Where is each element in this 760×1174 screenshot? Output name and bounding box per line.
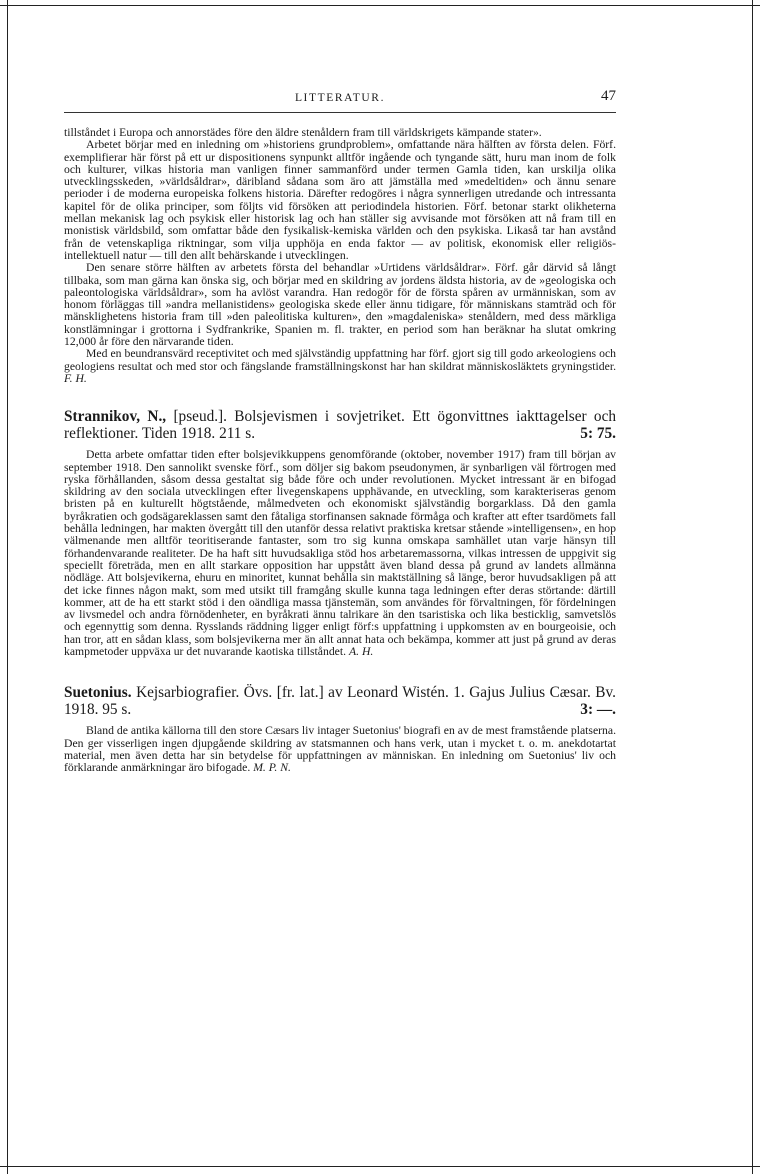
intro-paragraph-4 [64, 348, 616, 385]
intro-paragraph-2: Arbetet börjar med en inledning om »historiens grundproblem», omfattande nära hälften av första delen. Förf. exemplifierar här först på ett ur dispositionens synpunkt alltför ingående och tyngande sätt, huru man inom de folk och kulturer, vilkas historia man vanligen finner sammanförd under termen Gamla tiden, kan urskilja olika utvecklingsskeden, »världsåldrar», däribland sådana som äro att jämställa med »medeltiden» och ännu senare perioder i de moderna europeiska folkens historia. Därefter redogöres i några synnerligen utredande och intressanta kapitel för de olika principer, som följts vid försöken att periodindela historien. Förf. betonar starkt olikheterna mellan mekanisk lag och psykisk eller historisk lag och han ställer sig avvisande mot försöken att nå fram till en monistisk världsbild, som omfattar både den fysikalisk-kemiska världen och den psykiska. Likaså tar han avstånd från de vetenskapliga riktningar, som vilja upphöja en enda faktor — av politisk, ekonomisk eller religiös-intellektuell natur — till den allt behärskande i utvecklingen. [64, 138, 616, 262]
intro-signature: F. H. [64, 371, 87, 385]
review-heading [64, 684, 616, 718]
review-title: Kejsarbiografier. Övs. [fr. lat.] av Leonard Wistén. 1. Gajus Julius Cæsar. Bv. 1918. 95 s. [64, 684, 616, 719]
scan-edge-top [0, 5, 760, 6]
review-signature: M. P. N. [253, 761, 291, 775]
scan-edge-bottom [0, 1166, 760, 1167]
page-number: 47 [601, 88, 616, 104]
intro-paragraph-3: Den senare större hälften av arbetets första del behandlar »Urtidens världsåldrar». Förf. går därvid så långt tillbaka, som man gärna kan önska sig, och börjar med en skildring av jordens äldsta historia, av de »geologiska och paleontologiska världsåldrar», som ha avlöst varandra. Han redogör för de första spåren av urmänniskan, som av honom förläggas till »andra mellanistidens» geologiska skede eller ännu tidigare, för människans stamträd och för mänsklighetens historia fram till »den paleolitiska kulturen», den »magdaleniska» stenåldern, med dess märkliga konstlämningar i grottorna i Sydfrankrike, Spanien m. fl. trakter, en period som han beräknar ha slutat omkring 12,000 år före den närvarande tiden. [64, 261, 616, 349]
scan-edge-right [752, 0, 753, 1174]
review-suetonius [64, 684, 616, 774]
review-heading [64, 408, 616, 442]
review-author: Suetonius. [64, 684, 132, 702]
review-strannikov [64, 408, 616, 658]
review-price: 3: —. [580, 701, 616, 719]
page-content [64, 86, 616, 774]
review-signature: A. H. [348, 644, 374, 658]
intro-paragraph-4-text: Med en beundransvärd receptivitet och med självständig uppfattning har förf. gjort sig till godo arkeologiens och geologiens resultat och med stor och fängslande framställningskonst har han skildrat människosläktets gryningstider. [64, 347, 616, 373]
scan-edge-left [7, 0, 8, 1174]
review-price: 5: 75. [580, 425, 616, 443]
review-title: [pseud.]. Bolsjevismen i sovjetriket. Ett ögonvittnes iakttagelser och reflektioner. Tiden 1918. 211 s. [64, 408, 617, 443]
review-body-text: Detta arbete omfattar tiden efter bolsjevikkuppens genomförande (oktober, november 1917) fram till början av september 1918. Den sannolikt svenske förf., som döljer sig bakom pseudonymen, är synbarligen väl förtrogen med ryska förhållanden, såsom dessa gestaltat sig både före och under revolutionen. Mycket intressant är en bifogad skildring av den sociala utvecklingen efter livegenskapens upphävande, en utveckling, som karakteriseras genom bristen på en kulturellt högtstående, målmedveten och ekonomiskt självständig borgarklass. Då den gamla byråkratien och godsägareklassen samt den fåtaliga storfinansen saknade förmåga och krafter att efter tsardömets fall behålla ledningen, har makten övergått till den utanför dessa relativt praktiska kretsar stående »intelligensen», en hop välmenande men alltför teoritiserande fantaster, som tro sig kunna omskapa samhället utan varje hänsyn till förhandenvarande realiteter. De ha haft sitt huvudsakliga stöd hos arbetaremassorna, vilkas intressen de uppgivit sig speciellt företräda, men en allt starkare opposition har uppstått även bland dessa på grund av landets allmänna nödläge. Att bolsjevikerna, ehuru en minoritet, kunnat behålla sin maktställning så länge, beror huvudsakligen på att det icke finnes någon makt, som med utsikt till framgång skulle kunna taga ledningen efter deras störtande: därtill kommer, att de ha ett starkt stöd i den oändliga massa tjänstemän, som användes för förvaltningen, för fördelningen av livsmedel och andra förnödenheter, en byråkrati ännu talrikare än den tsaristiska och lika besticklig, samvetslös och egennyttig som denna. Rysslands räddning ligger enligt förf:s uppfattning i uppkomsten av en bourgeoisie, och han tror, att en sådan klass, som bolsjevikerna mer än allt annat hata och bekämpa, kommer att just på grund av deras kampmetoder uppväxa ur det nuvarande kaotiska tillståndet. [64, 448, 616, 658]
running-title: LITTERATUR. [294, 92, 386, 104]
review-body [64, 725, 616, 774]
review-author: Strannikov, N., [64, 408, 167, 426]
review-body-text: Bland de antika källorna till den store Cæsars liv intager Suetonius' biografi en av de mest framstående platserna. Den ger visserligen ingen djupgående skildring av statsmannen och hans verk, utan i mycket t. o. m. anekdotartat material, men även detta har sin betydelse för uppfattningen av människan. En inledning om Suetonius' liv och förklarande anmärkningar äro bifogade. [64, 724, 616, 775]
running-head [64, 86, 616, 113]
intro-paragraph-1: tillståndet i Europa och annorstädes före den äldre stenåldern fram till världskrigets kämpande stater». [64, 126, 542, 139]
review-body [64, 449, 616, 658]
intro-review [64, 127, 616, 385]
